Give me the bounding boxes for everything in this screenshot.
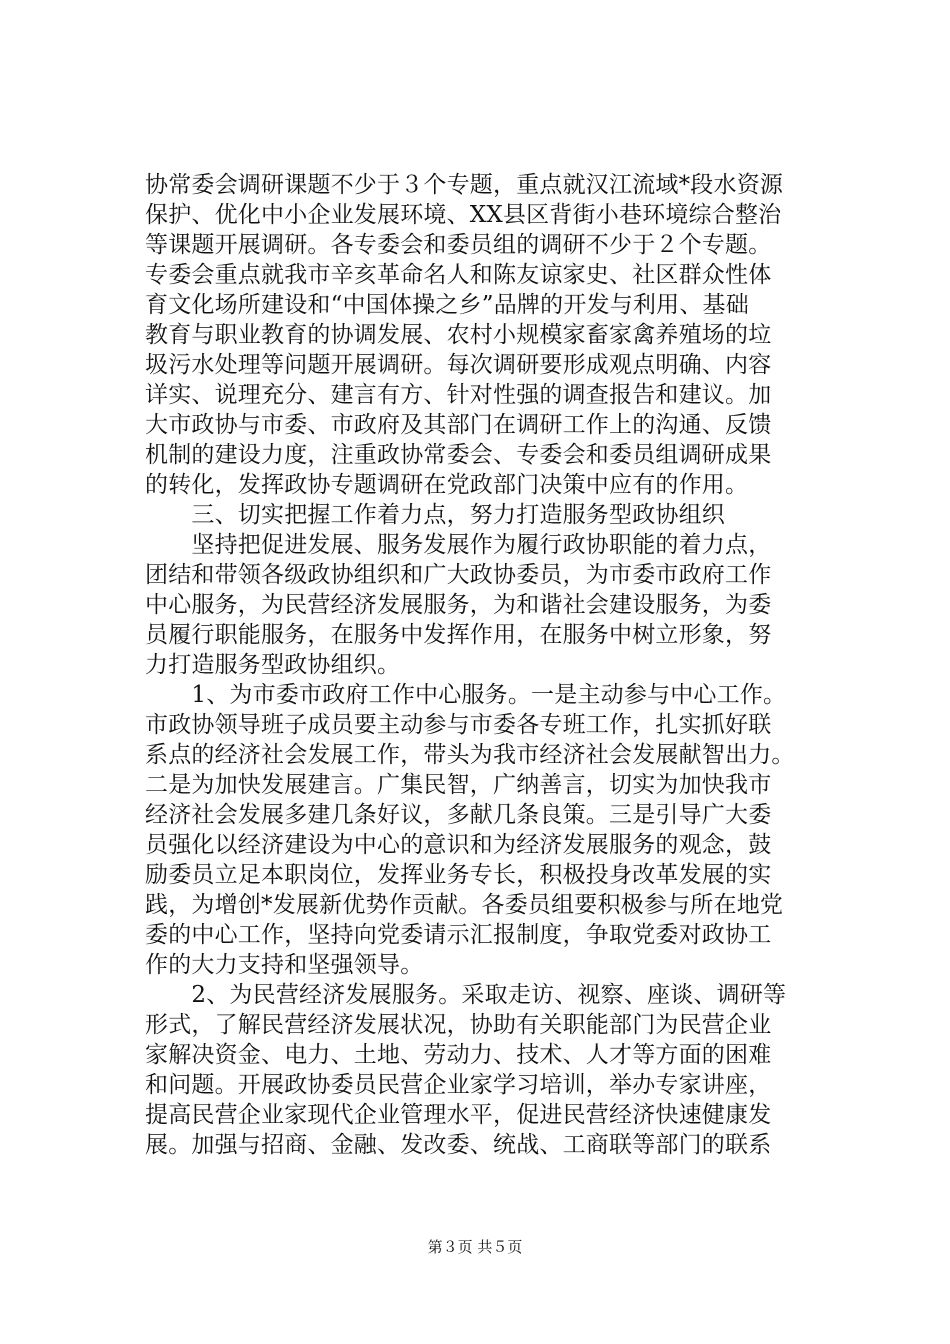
text-line: 三、切实把握工作着力点，努力打造服务型政协组织 <box>145 502 725 528</box>
text-line: 教育与职业教育的协调发展、农村小规模家畜家禽养殖场的垃 <box>145 322 772 348</box>
text-line: 员强化以经济建设为中心的意识和为经济发展服务的观念，鼓 <box>145 832 772 858</box>
text-line: 团结和带领各级政协组织和广大政协委员，为市委市政府工作 <box>145 562 772 588</box>
text-line: 委的中心工作，坚持向党委请示汇报制度，争取党委对政协工 <box>145 922 772 948</box>
body-text <box>145 170 835 1160</box>
text-line: 大市政协与市委、市政府及其部门在调研工作上的沟通、反馈 <box>145 412 772 438</box>
text-line: 的转化，发挥政协专题调研在党政部门决策中应有的作用。 <box>145 472 749 498</box>
text-line: 和问题。开展政协委员民营企业家学习培训，举办专家讲座， <box>145 1072 772 1098</box>
text-line: 家解决资金、电力、土地、劳动力、技术、人才等方面的困难 <box>145 1042 772 1068</box>
text-line: 等课题开展调研。各专委会和委员组的调研不少于２个专题。 <box>145 232 772 258</box>
text-line: 圾污水处理等问题开展调研。每次调研要形成观点明确、内容 <box>145 352 772 378</box>
text-line: 系点的经济社会发展工作，带头为我市经济社会发展献智出力。 <box>145 742 795 768</box>
text-line: 坚持把促进发展、服务发展作为履行政协职能的着力点， <box>145 532 772 558</box>
text-line: 员履行职能服务，在服务中发挥作用，在服务中树立形象，努 <box>145 622 772 648</box>
text-line: 2、为民营经济发展服务。采取走访、视察、座谈、调研等 <box>145 982 787 1008</box>
text-line: 中心服务，为民营经济发展服务，为和谐社会建设服务，为委 <box>145 592 772 618</box>
text-line: 市政协领导班子成员要主动参与市委各专班工作，扎实抓好联 <box>145 712 772 738</box>
text-line: 机制的建设力度，注重政协常委会、专委会和委员组调研成果 <box>145 442 772 468</box>
text-line: 1、为市委市政府工作中心服务。一是主动参与中心工作。 <box>145 682 787 708</box>
text-line: 详实、说理充分、建言有方、针对性强的调查报告和建议。加 <box>145 382 772 408</box>
text-line: 协常委会调研课题不少于３个专题，重点就汉江流域*段水资源 <box>145 172 784 198</box>
text-line: 专委会重点就我市辛亥革命名人和陈友谅家史、社区群众性体 <box>145 262 772 288</box>
text-line: 经济社会发展多建几条好议，多献几条良策。三是引导广大委 <box>145 802 772 828</box>
text-line: 保护、优化中小企业发展环境、XX县区背街小巷环境综合整治 <box>145 202 782 228</box>
text-line: 形式，了解民营经济发展状况，协助有关职能部门为民营企业 <box>145 1012 772 1038</box>
text-line: 育文化场所建设和“中国体操之乡”品牌的开发与利用、基础 <box>145 292 749 318</box>
text-line: 二是为加快发展建言。广集民智，广纳善言，切实为加快我市 <box>145 772 772 798</box>
text-line: 力打造服务型政协组织。 <box>145 652 401 678</box>
text-line: 励委员立足本职岗位，发挥业务专长，积极投身改革发展的实 <box>145 862 772 888</box>
text-line: 作的大力支持和坚强领导。 <box>145 952 424 978</box>
page-footer: 第３页 共５页 <box>427 1238 523 1256</box>
text-line: 展。加强与招商、金融、发改委、统战、工商联等部门的联系 <box>145 1132 772 1158</box>
text-line: 提高民营企业家现代企业管理水平，促进民营经济快速健康发 <box>145 1102 772 1128</box>
text-line: 践，为增创*发展新优势作贡献。各委员组要积极参与所在地党 <box>145 892 784 918</box>
